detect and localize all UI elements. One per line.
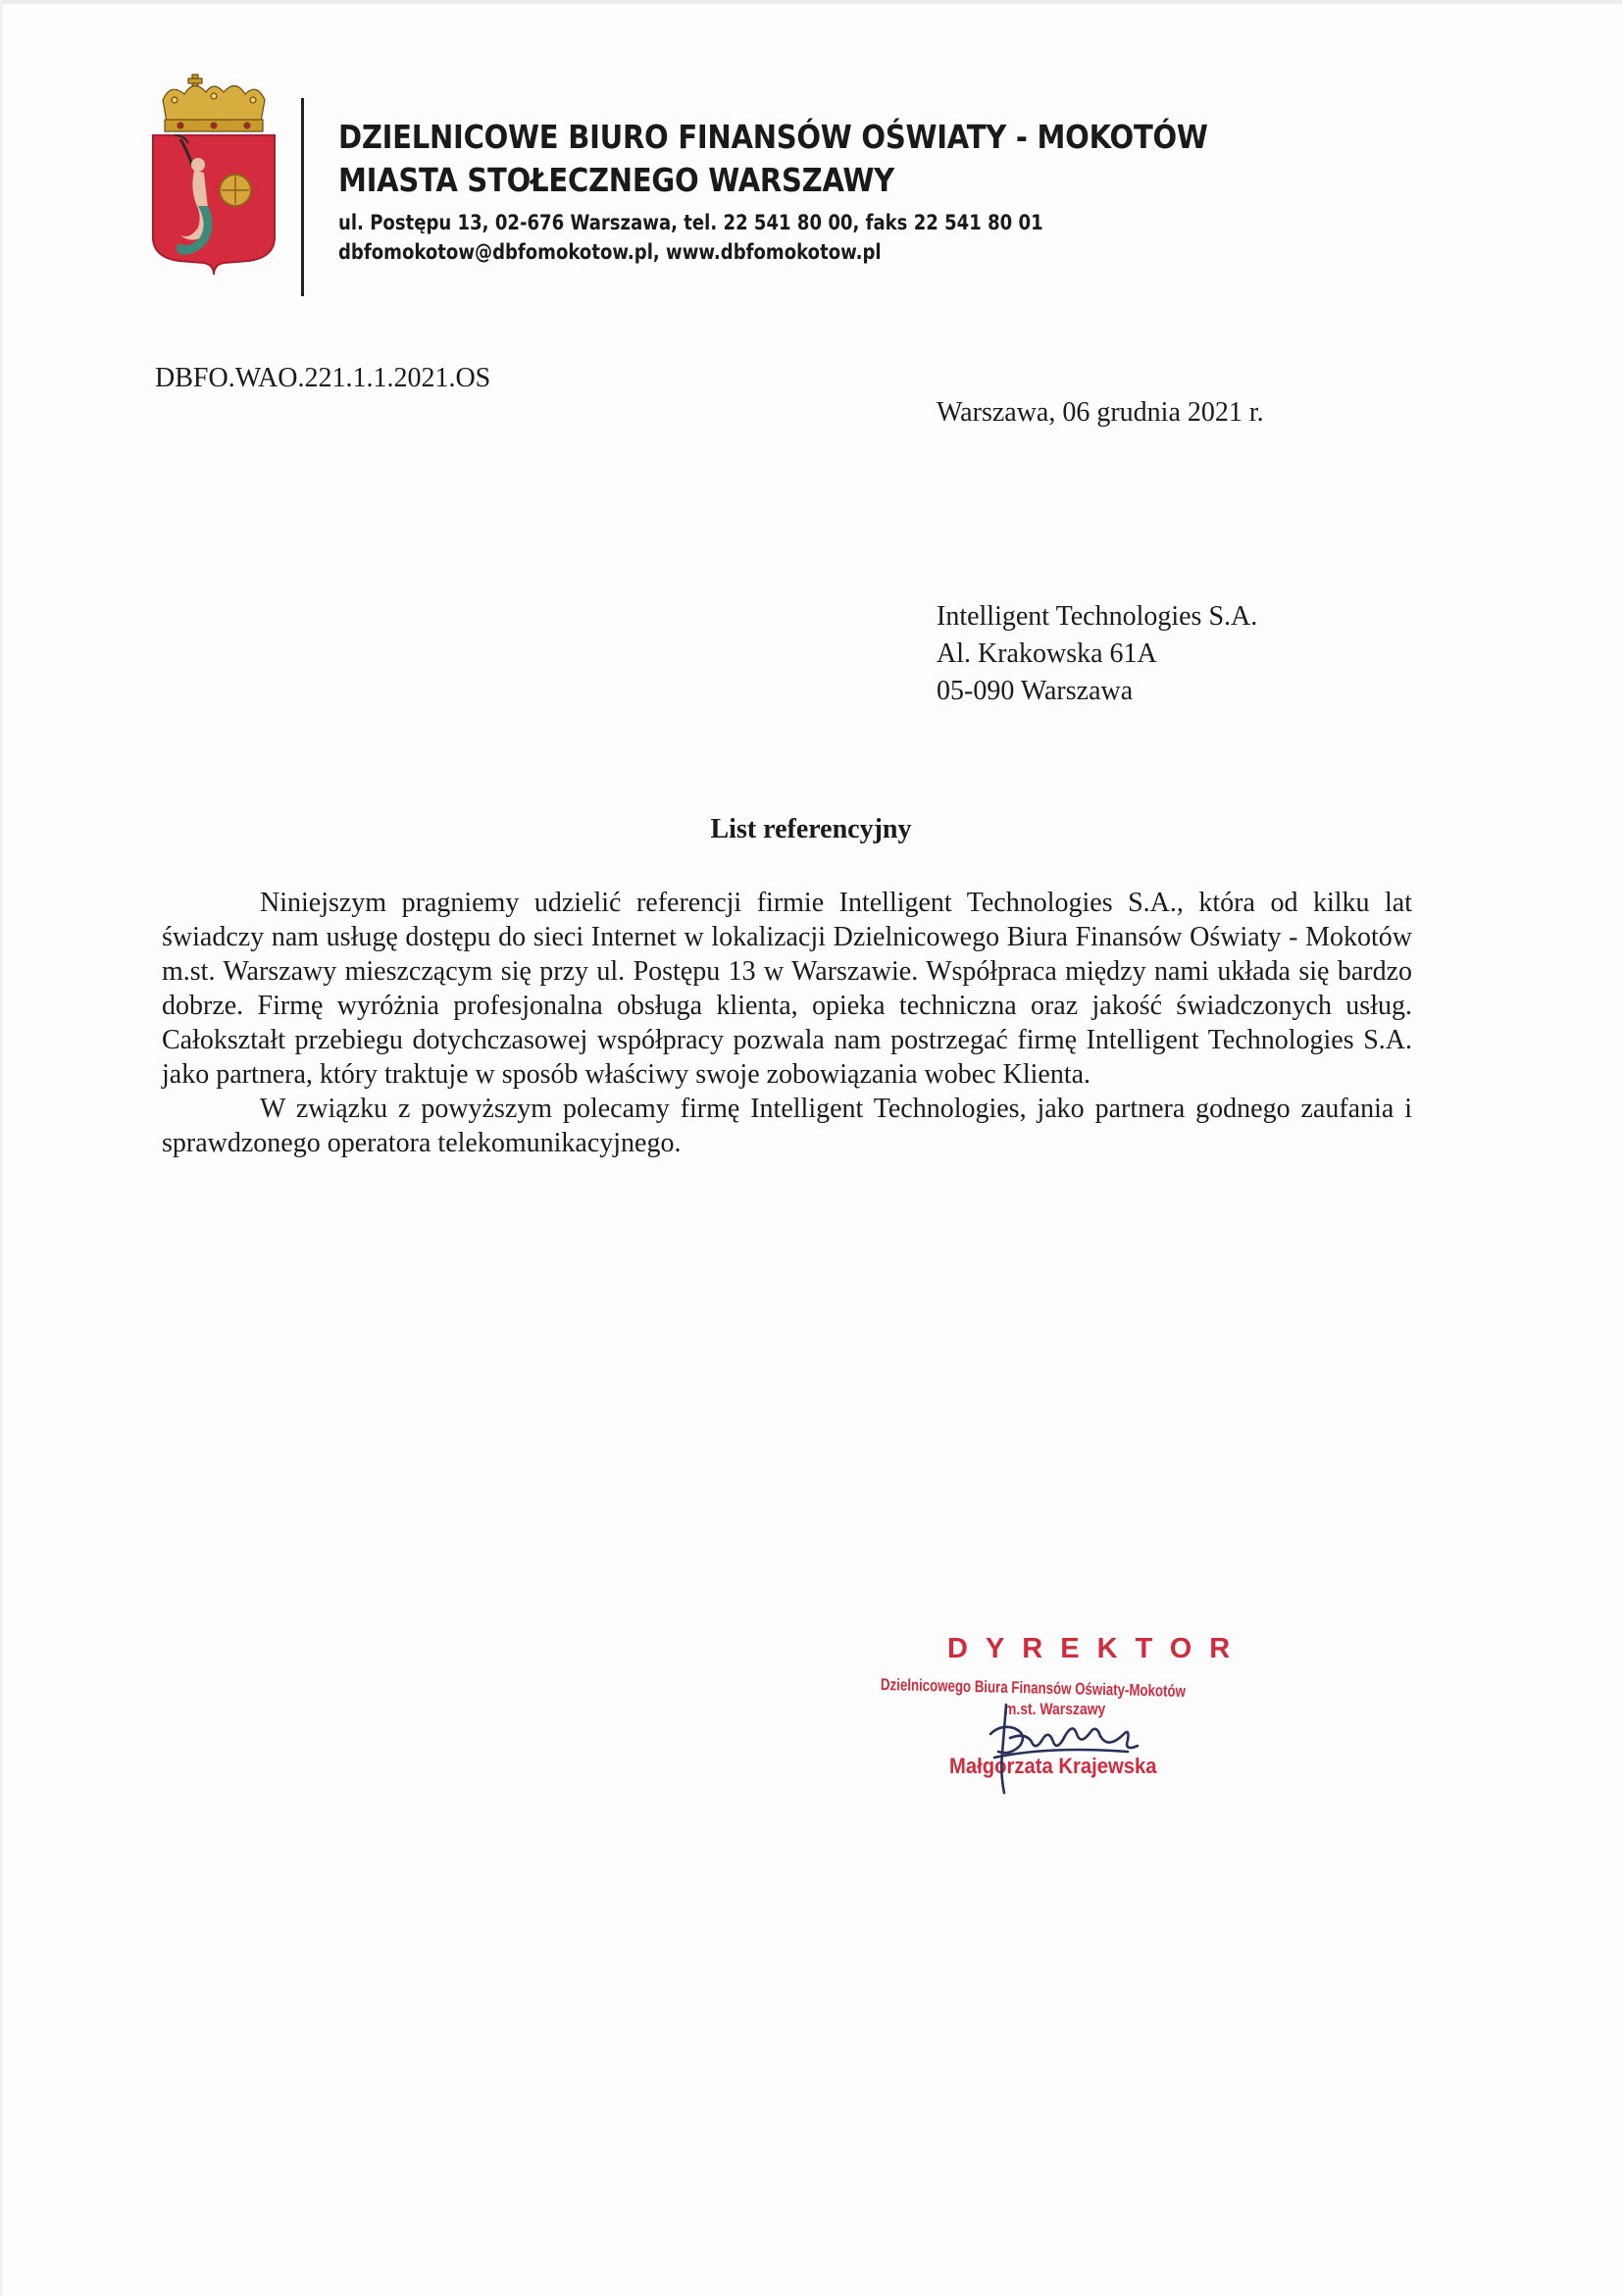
letterhead-organization [338, 116, 1327, 267]
letter-title: List referencyjny [710, 814, 912, 844]
body-paragraph: W związku z powyższym polecamy firmę Intelligent Technologies, jako partnera godnego zaufania i sprawdzonego operatora telekomunikacyjnego. [162, 1094, 1412, 1158]
warsaw-coat-of-arms-icon [151, 71, 277, 277]
recipient-city: 05-090 Warszawa [937, 676, 1134, 706]
body-paragraph: Niniejszym pragniemy udzielić referencji firmie Intelligent Technologies S.A., która od kilku lat świadczy nam usługę dostępu do sieci Internet w lokalizacji Dzielnicowego Biura Finansów Oświaty - Mokotów m.st. Warszawy mieszczącym się przy ul. Postępu 13 w Warszawie. Współpraca między nami układa się bardzo dobrze. Firmę wyróżnia profesjonalna obsługa klienta, opieka techniczna oraz jakość świadczonych usług. Całokształt przebiegu dotychczasowej współpracy pozwala nam postrzegać firmę Intelligent Technologies S.A. jako partnera, który traktuje w sposób właściwy swoje zobowiązania wobec Klienta. [162, 888, 1412, 1090]
letter-date: Warszawa, 06 grudnia 2021 r. [937, 397, 1264, 428]
organization-address: ul. Postępu 13, 02-676 Warszawa, tel. 22 541 80 00, faks 22 541 80 01 [338, 211, 1043, 234]
organization-name: DZIELNICOWE BIURO FINANSÓW OŚWIATY - MOKOTÓW [338, 118, 1208, 156]
stamp-title: DYREKTOR [947, 1633, 1248, 1664]
stamp-institution: Dzielnicowego Biura Finansów Oświaty-Mokotów [880, 1675, 1187, 1701]
letterhead-divider [301, 98, 304, 296]
scan-edge [0, 0, 1622, 4]
recipient-street: Al. Krakowska 61A [937, 638, 1157, 669]
organization-contact: dbfomokotow@dbfomokotow.pl, www.dbfomokotow.pl [338, 240, 882, 264]
recipient-name: Intelligent Technologies S.A. [937, 601, 1258, 632]
stamp-name: Małgorzata Krajewska [949, 1754, 1157, 1778]
recipient-address [937, 598, 1257, 710]
reference-number: DBFO.WAO.221.1.1.2021.OS [155, 363, 491, 393]
handwritten-signature [981, 1695, 1157, 1803]
organization-city: MIASTA STOŁECZNEGO WARSZAWY [338, 161, 894, 199]
scan-edge [0, 0, 3, 2296]
letter-body [162, 886, 1412, 1160]
stamp-city: m.st. Warszawy [1004, 1700, 1106, 1718]
